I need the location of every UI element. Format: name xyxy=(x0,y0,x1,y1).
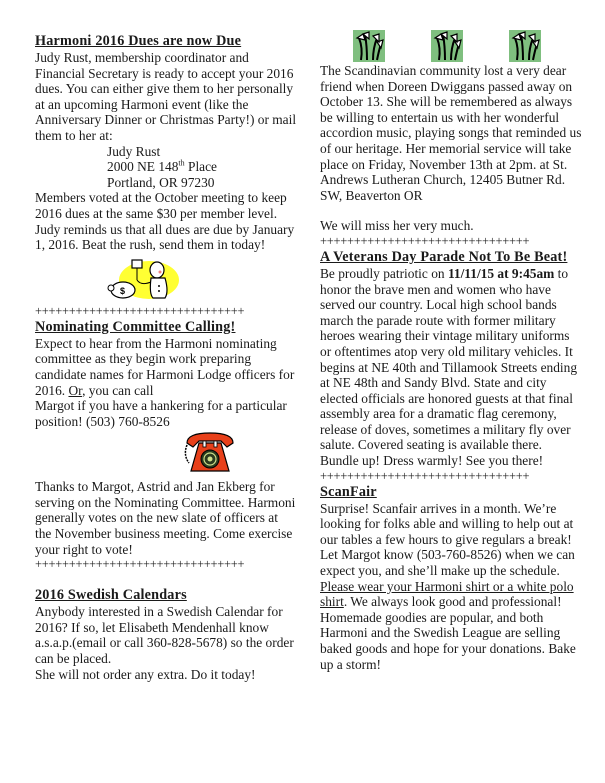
address-street-suffix: th xyxy=(178,158,185,168)
svg-text:$: $ xyxy=(120,285,126,296)
scanfair-dress-code: Please wear your Harmoni shirt or a white polo shirt xyxy=(320,578,574,610)
nominating-article xyxy=(35,319,297,558)
address-name: Judy Rust xyxy=(107,143,161,159)
calendars-paragraph-2: She will not order any extra. Do it today! xyxy=(35,666,256,682)
separator-line: +++++++++++++++++++++++++++++++ xyxy=(320,468,530,483)
lily-flower-icon xyxy=(353,30,385,62)
nominating-paragraph-1 xyxy=(35,336,297,398)
dues-paragraph-1: Judy Rust, membership coordinator and Financial Secretary is ready to accept your 2016 dues. You can either give them to her personally at an upcoming Harmoni event (like the Anniversary Dinner or Christmas Party!) or mail them to her at: xyxy=(35,50,297,143)
scanfair-text-end: . We always look good and professional! Homemade goodies are popular, and both Harmoni and the Swedish League are selling baked goods and hope for your donations. Bake up a storm! xyxy=(320,594,576,672)
address-street-name: Place xyxy=(184,159,218,175)
memorial-paragraph-2: We will miss her very much. xyxy=(320,218,474,234)
parade-heading: A Veterans Day Parade Not To Be Beat! xyxy=(320,248,568,265)
right-column xyxy=(320,30,582,672)
scanfair-heading: ScanFair xyxy=(320,483,377,500)
separator-line: +++++++++++++++++++++++++++++++ xyxy=(35,557,245,572)
dues-paragraph-3: Judy reminds us that all dues are due by January 1, 2016. Beat the rush, send them in today! xyxy=(35,221,295,253)
separator-line: +++++++++++++++++++++++++++++++ xyxy=(35,303,245,318)
dues-article xyxy=(35,33,297,304)
address-street-number: 2000 NE 148 xyxy=(107,159,179,175)
parade-date-time: 11/11/15 at 9:45am xyxy=(447,265,555,281)
scanfair-paragraph-1 xyxy=(320,501,582,673)
parade-article xyxy=(320,249,582,469)
parade-paragraph-2: Bundle up! Dress warmly! See you there! xyxy=(320,453,544,469)
nominating-or-text: Or, xyxy=(68,382,86,398)
nominating-paragraph-3: Thanks to Margot, Astrid and Jan Ekberg for serving on the Nominating Committee. Harmoni generally votes on the new slate of officers at the November business meeting. Come exercise your right to vote! xyxy=(35,479,296,557)
nominating-paragraph-2: Margot if you have a hankering for a particular position! (503) 760-8526 xyxy=(35,398,287,429)
separator-line: +++++++++++++++++++++++++++++++ xyxy=(320,233,530,248)
nominating-heading: Nominating Committee Calling! xyxy=(35,318,236,335)
parade-text: Be proudly patriotic on xyxy=(320,265,448,281)
calendars-article xyxy=(35,587,297,682)
calendars-heading: 2016 Swedish Calendars xyxy=(35,587,187,604)
scanfair-text: Surprise! Scanfair arrives in a month. We’re looking for folks able and willing to help out at our tables a few hours to give regulars a break! Let Margot know (503-760-8526) when we can expect you, and she’ll make up the schedule. xyxy=(320,500,575,579)
dues-heading: Harmoni 2016 Dues are now Due xyxy=(35,33,242,49)
lily-flower-icon xyxy=(509,30,541,62)
left-column xyxy=(35,33,297,682)
scanfair-article xyxy=(320,484,582,673)
parade-paragraph-1 xyxy=(320,266,582,453)
memorial-paragraph-1: The Scandinavian community lost a very dear friend when Doreen Dwiggans passed away on October 13. She will be remembered as always be willing to entertain us with her wonderful accordion music, playing songs that reminded us of our heritage. Her memorial service will take place on Friday, November 13th at 2pm. at St. Andrews Lutheran Church, 12405 Butner Rd. SW, Beaverton OR xyxy=(320,63,582,203)
calendars-paragraph-1: Anybody interested in a Swedish Calendar for 2016? If so, let Elisabeth Mendenhall know a.s.a.p.(email or call 360-828-5678) so the order can be placed. xyxy=(35,604,294,667)
dues-paragraph-2: Members voted at the October meeting to keep 2016 dues at the same $30 per member level. xyxy=(35,190,287,221)
lily-flower-icon xyxy=(431,30,463,62)
nominating-text: Expect to hear from the Harmoni nominating committee as they begin work preparing candidate names for Harmoni Lodge officers for 2016. xyxy=(35,335,295,398)
telephone-icon xyxy=(183,431,237,475)
memorial-article xyxy=(320,30,582,234)
flower-images-row xyxy=(320,30,582,62)
piggy-bank-money-icon xyxy=(105,256,185,304)
address-city: Portland, OR 97230 xyxy=(107,174,215,190)
address-street xyxy=(35,159,297,175)
parade-text-body: to honor the brave men and women who have served our country. Local high school bands march the parade route with former military heroes wearing their vintage military uniforms or oftentimes atop very old military vehicles. It begins at NE 40th and Tillamook Streets ending at NE 48th and Sandy Blvd. State and city elected officials are honored guests at that final assembly area for a dramatic flag ceremony, release of doves, sometimes a military fly over salute. Covered seating is available there. xyxy=(320,265,578,453)
nominating-text-end: you can call xyxy=(85,382,154,398)
